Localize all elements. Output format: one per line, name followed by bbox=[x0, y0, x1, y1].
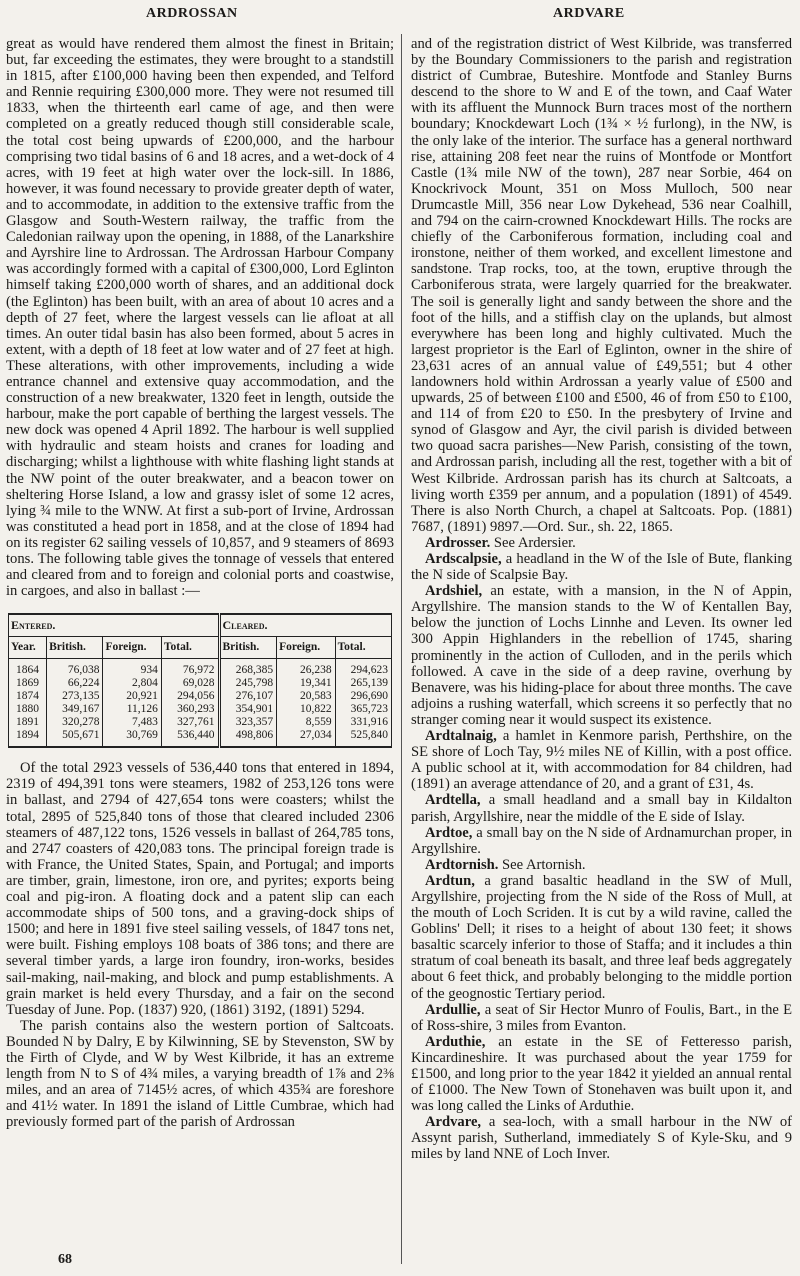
entry-headword: Ardtella, bbox=[425, 792, 481, 809]
table-cell: 323,357 bbox=[219, 716, 277, 729]
gazetteer-entry bbox=[411, 873, 792, 1002]
table-cell: 331,916 bbox=[335, 716, 391, 729]
table-cell: 296,690 bbox=[335, 690, 391, 703]
table-cell: 1869 bbox=[9, 677, 47, 690]
entry-headword: Ardtoe, bbox=[425, 824, 473, 841]
table-cell: 320,278 bbox=[47, 716, 103, 729]
entry-headword: Ardrosser. bbox=[425, 534, 491, 551]
gazetteer-entry bbox=[411, 792, 792, 824]
table-row bbox=[9, 677, 392, 690]
column-divider bbox=[401, 34, 402, 1264]
table-cell: 19,341 bbox=[277, 677, 335, 690]
table-row bbox=[9, 690, 392, 703]
tonnage-table bbox=[8, 613, 392, 748]
table-cell: 10,822 bbox=[277, 703, 335, 716]
entry-text: a grand basaltic headland in the SW of Mull, Argyllshire, projecting from the N side of the Ross of Mull, at the mouth of Loch Scriden. It is cut by a wild ravine, called the Goblins' Dell; it rises to a height of about 130 feet; it shows basaltic scarcely inferior to those of Staffa; and it includes a thin stratum of coal beneath its basalt, and three leaf beds aggregately about 6 feet thick, and probably belonging to the middle portion of the geognostic Tertiary period. bbox=[411, 872, 792, 1002]
table-cell: 8,559 bbox=[277, 716, 335, 729]
column-header: Total. bbox=[335, 637, 391, 659]
entry-text: a sea-loch, with a small harbour in the NW of Assynt parish, Sutherland, immediately S of Kyle-Sku, and 9 miles by land NNE of Loch Inver. bbox=[411, 1114, 792, 1163]
table-cell: 498,806 bbox=[219, 729, 277, 747]
group-header-cleared: Cleared. bbox=[219, 614, 391, 637]
entry-text: an estate in the SE of Fetteresso parish, Kincardineshire. It was purchased about the year 1759 for £1500, and long prior to the year 1842 it yielded an annual rental of £1000. The New Town of Stonehaven was built upon it, and was long called the Links of Arduthie. bbox=[411, 1033, 792, 1115]
table-cell: 20,583 bbox=[277, 690, 335, 703]
entry-text: See Ardersier. bbox=[490, 534, 576, 551]
column-header: Total. bbox=[161, 637, 219, 659]
entry-headword: Ardtornish. bbox=[425, 856, 499, 873]
running-header-left: ARDROSSAN bbox=[146, 6, 238, 21]
page-number: 68 bbox=[58, 1252, 72, 1267]
table-cell: 20,921 bbox=[103, 690, 161, 703]
paragraph: great as would have rendered them almost the finest in Britain; but, far exceeding the estimates, they were brought to a standstill in 1815, after £100,000 having been then expended, and Telford and Rennie requiring £300,000 more. They were not resumed till 1833, when the thirteenth earl came of age, and then were completed on a greatly reduced though still considerable scale, the total cost being upwards of £200,000, and the harbour comprising two tidal basins of 6 and 18 acres, and a wet-dock of 4 acres, with 19 feet at high water over the lock-sill. In 1886, however, it was found necessary to provide greater depth of water, and to accommodate, in addition to the extensive traffic from the Glasgow and South-Western railway, the traffic from the Caledonian railway upon the opening, in 1888, of the Lanarkshire and Ayrshire line to Ardrossan. The Ardrossan Harbour Company was accordingly formed with a capital of £300,000, Lord Eglinton himself taking £200,000 worth of shares, and an additional dock (the Eglinton) has been built, with an area of about 10 acres and a depth of 27 feet, where the largest vessels can lie afloat at all times. An outer tidal basin has also been formed, about 5 acres in extent, with a depth of 18 feet at low water and of 27 feet at high. These alterations, with other improvements, including a wide entrance channel and extensive quay accommodation, and the construction of a new breakwater, 1320 feet in length, outside the harbour, make the port capable of berthing the largest vessels. The new dock was opened 4 April 1892. The harbour is well supplied with hydraulic and steam hoists and cranes for loading and discharging; whilst a lighthouse with white flashing light stands at the NW point of the outer breakwater, and a beacon tower on sheltering Horse Island, a low and grassy islet of some 12 acres, lying ¾ mile to the WNW. At first a sub-port of Irvine, Ardrossan was constituted a head port in 1858, and at the close of 1894 had on its register 62 sailing vessels of 10,857, and 9 steamers of 8693 tons. The following table gives the tonnage of vessels that entered and cleared from and to foreign and colonial ports and coastwise, in cargoes, and also in ballast :— bbox=[6, 36, 394, 600]
table-cell: 294,056 bbox=[161, 690, 219, 703]
table-cell: 505,671 bbox=[47, 729, 103, 747]
table-cell: 1894 bbox=[9, 729, 47, 747]
table-cell: 934 bbox=[103, 659, 161, 678]
table-cell: 76,038 bbox=[47, 659, 103, 678]
entry-headword: Ardvare, bbox=[425, 1114, 482, 1131]
entry-text: See Artornish. bbox=[498, 856, 586, 873]
table-cell: 27,034 bbox=[277, 729, 335, 747]
table-row bbox=[9, 703, 392, 716]
paragraph: The parish contains also the western portion of Saltcoats. Bounded N by Dalry, E by Kilwinning, SE by Stevenston, SW by the Firth of Clyde, and W by West Kilbride, it has an extreme length from N to S of 4¾ miles, a varying breadth of 1⅞ and 2⅜ miles, and an area of 7145½ acres, of which 435¾ are foreshore and 41½ water. In 1891 the island of Little Cumbrae, which had previously formed part of the parish of Ardrossan bbox=[6, 1017, 394, 1131]
table-cell: 1864 bbox=[9, 659, 47, 678]
table-cell: 1874 bbox=[9, 690, 47, 703]
paragraph: Of the total 2923 vessels of 536,440 tons that entered in 1894, 2319 of 494,391 tons were steamers, 1982 of 253,126 tons were in ballast, and 2794 of 427,654 tons were coasters; whilst the total, 2895 of 525,840 tons of those that cleared included 2306 steamers of 487,122 tons, 1526 vessels in ballast of 264,785 tons, and 2747 coasters of 420,083 tons. The principal foreign trade is with France, the United States, Spain, and Portugal; and imports are timber, grain, limestone, iron ore, and pyrites; exports being coal and pig-iron. A floating dock and a patent slip can each accommodate ships of 500 tons, and a graving-dock ships of 1500; and here in 1891 five steel sailing vessels, of 1847 tons net, were built. Fishing employs 108 boats of 386 tons; and there are several timber yards, a large iron foundry, iron-works, besides sail-making, nail-making, and block and pump establishments. A grain market is held every Thursday, and a fair on the second Tuesday of June. Pop. (1837) 920, (1861) 3192, (1891) 5294. bbox=[6, 760, 394, 1018]
table-cell: 30,769 bbox=[103, 729, 161, 747]
table-cell: 536,440 bbox=[161, 729, 219, 747]
table-cell: 268,385 bbox=[219, 659, 277, 678]
entry-text: a seat of Sir Hector Munro of Foulis, Bart., in the E of Ross-shire, 3 miles from Evanton. bbox=[411, 1001, 792, 1034]
table-cell: 2,804 bbox=[103, 677, 161, 690]
entry-text: a small headland and a small bay in Kildalton parish, Argyllshire, near the middle of the E side of Islay. bbox=[411, 792, 792, 825]
group-header-entered: Entered. bbox=[9, 614, 220, 637]
table-cell: 365,723 bbox=[335, 703, 391, 716]
gazetteer-entry bbox=[411, 583, 792, 728]
entry-text: a hamlet in Kenmore parish, Perthshire, on the SE shore of Loch Tay, 9½ miles NE of Killin, with a post office. A public school at it, with accommodation for 84 children, had (1891) an average attendance of 20, and a grant of £31, 4s. bbox=[411, 728, 792, 793]
table-cell: 245,798 bbox=[219, 677, 277, 690]
entry-text: a small bay on the N side of Ardnamurchan proper, in Argyllshire. bbox=[411, 824, 792, 857]
table-cell: 265,139 bbox=[335, 677, 391, 690]
table-row bbox=[9, 729, 392, 747]
column-header: British. bbox=[219, 637, 277, 659]
table-cell: 76,972 bbox=[161, 659, 219, 678]
gazetteer-entry bbox=[411, 1002, 792, 1034]
table-cell: 349,167 bbox=[47, 703, 103, 716]
gazetteer-entries bbox=[411, 535, 792, 1163]
table-cell: 11,126 bbox=[103, 703, 161, 716]
gazetteer-entry bbox=[411, 551, 792, 583]
entry-headword: Ardullie, bbox=[425, 1001, 481, 1018]
running-header-right: ARDVARE bbox=[553, 6, 625, 21]
entry-headword: Ardtalnaig, bbox=[425, 728, 497, 745]
entry-headword: Ardshiel, bbox=[425, 583, 483, 600]
table-cell: 294,623 bbox=[335, 659, 391, 678]
table-cell: 66,224 bbox=[47, 677, 103, 690]
entry-headword: Arduthie, bbox=[425, 1033, 486, 1050]
gazetteer-entry bbox=[411, 825, 792, 857]
table-cell: 273,135 bbox=[47, 690, 103, 703]
gazetteer-entry bbox=[411, 857, 792, 873]
gazetteer-entry bbox=[411, 1114, 792, 1162]
column-header: Year. bbox=[9, 637, 47, 659]
gazetteer-entry bbox=[411, 1034, 792, 1114]
gazetteer-entry bbox=[411, 535, 792, 551]
table-cell: 26,238 bbox=[277, 659, 335, 678]
entry-text: a headland in the W of the Isle of Bute, flanking the N side of Scalpsie Bay. bbox=[411, 551, 792, 584]
right-column bbox=[411, 36, 792, 1163]
table-cell: 525,840 bbox=[335, 729, 391, 747]
table-cell: 354,901 bbox=[219, 703, 277, 716]
table-cell: 276,107 bbox=[219, 690, 277, 703]
entry-headword: Ardscalpsie, bbox=[425, 551, 502, 567]
table-cell: 7,483 bbox=[103, 716, 161, 729]
table-cell: 360,293 bbox=[161, 703, 219, 716]
entry-headword: Ardtun, bbox=[425, 872, 475, 889]
table-row bbox=[9, 659, 392, 678]
entry-text: an estate, with a mansion, in the N of Appin, Argyllshire. The mansion stands to the W of Kentallen Bay, below the junction of Lochs Linnhe and Leven. Its owner led 300 Appin Highlanders in the rebellion of 1745, sharing prominently in the action of Culloden, and in the perils which followed. A cave in the side of a deep ravine, overhung by Benavere, was his hiding-place for about three months. The cave adjoins a rushing waterfall, which screens it so perfectly that no stranger coming near it would suspect its existence. bbox=[411, 583, 792, 728]
table-cell: 1891 bbox=[9, 716, 47, 729]
table-cell: 1880 bbox=[9, 703, 47, 716]
left-column bbox=[6, 36, 394, 1130]
paragraph: and of the registration district of West Kilbride, was transferred by the Boundary Commissioners to the parish and registration district of Cumbrae, Buteshire. Montfode and Stanley Burns descend to the shore to W and E of the town, and Caaf Water with its affluent the Munnock Burn traces most of the northern boundary; Knockdewart Loch (1¾ × ½ furlong), in the NW, is the only lake of the interior. The surface has a general northward rise, attaining 208 feet near the ruins of Montfode or Montfort Castle (1¾ mile NW of the town), 287 near Sorbie, 464 on Knockrivock Mount, 351 on Moss Mulloch, 500 near Drumcastle Mill, 356 near Low Dykehead, 536 near Coalhill, and 794 on the cairn-crowned Knockdewart Hills. The rocks are chiefly of the Carboniferous formation, including coal and ironstone, neither of them worked, and excellent limestone and sandstone. Trap rocks, too, at the town, eruptive through the Carboniferous strata, were largely quarried for the breakwater. The soil is generally light and sandy between the shore and the foot of the hills, and a stiffish clay on the uplands, but almost everywhere has been long and highly cultivated. Much the largest proprietor is the Earl of Eglinton, owner in the shire of 23,631 acres of an annual value of £49,551; but 4 other landowners hold within Ardrossan a yearly value of £500 and upwards, 25 of between £100 and £500, 46 of from £50 to £100, and 114 of from £20 to £50. In the presbytery of Irvine and synod of Glasgow and Ayr, the civil parish is divided between two quoad sacra parishes—New Parish, consisting of the town, and Ardrossan parish, including all the rest, together with a bit of West Kilbride. Ardrossan parish has its church at Saltcoats, a living worth £359 per annum, and a population (1891) of 4549. There is also North Church, a chapel at Saltcoats. Pop. (1881) 7687, (1891) 9897.—Ord. Sur., sh. 22, 1865. bbox=[411, 36, 792, 535]
column-header: Foreign. bbox=[277, 637, 335, 659]
table-cell: 327,761 bbox=[161, 716, 219, 729]
column-header: British. bbox=[47, 637, 103, 659]
column-header: Foreign. bbox=[103, 637, 161, 659]
table-row bbox=[9, 716, 392, 729]
gazetteer-entry bbox=[411, 728, 792, 792]
table-cell: 69,028 bbox=[161, 677, 219, 690]
